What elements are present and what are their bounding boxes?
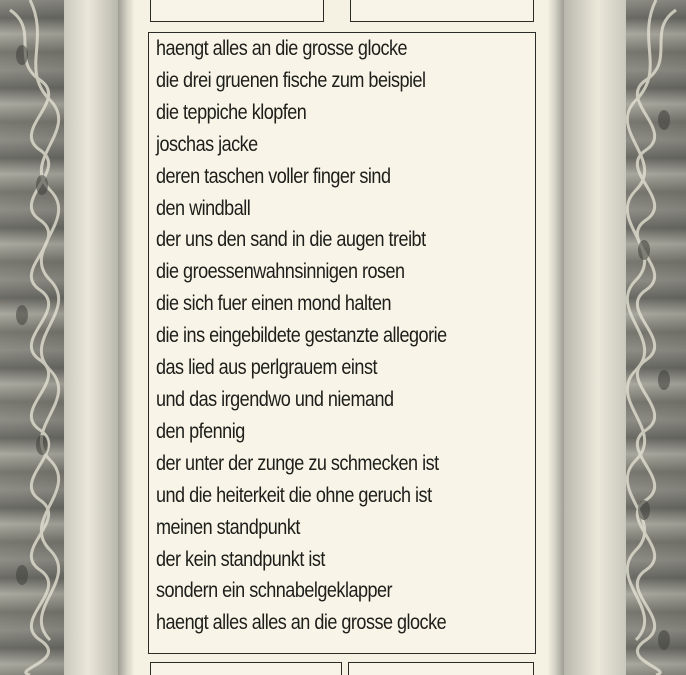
poem-line: deren taschen voller finger sind xyxy=(156,164,391,188)
poem-line: der uns den sand in die augen treibt xyxy=(156,228,426,252)
poem-line: haengt alles alles an die grosse glocke xyxy=(156,611,447,635)
poem-line: der unter der zunge zu schmecken ist xyxy=(156,451,439,475)
poem-line: die sich fuer einen mond halten xyxy=(156,292,392,316)
poem-line: die groessenwahnsinnigen rosen xyxy=(156,260,405,284)
frame-right-ornament xyxy=(626,0,686,675)
frame-left-molding xyxy=(64,0,118,675)
poem-line: das lied aus perlgrauem einst xyxy=(156,356,377,380)
frame-left-edge xyxy=(118,0,134,675)
poem-line: die drei gruenen fische zum beispiel xyxy=(156,68,426,92)
poem-line: haengt alles an die grosse glocke xyxy=(156,37,408,60)
frame-right-molding xyxy=(564,0,626,675)
frame-left-ornament xyxy=(0,0,64,675)
poem-line: die teppiche klopfen xyxy=(156,100,307,124)
poem-lines xyxy=(156,33,494,639)
panel-bottom-left xyxy=(150,662,342,675)
poem-line: sondern ein schnabelgeklapper xyxy=(156,579,393,603)
frame-right-edge xyxy=(548,0,564,675)
panel-top-left xyxy=(150,0,324,22)
poem-line: meinen standpunkt xyxy=(156,515,300,539)
poem-line: und das irgendwo und niemand xyxy=(156,387,394,411)
poem-line: den windball xyxy=(156,196,251,220)
poem-line: die ins eingebildete gestanzte allegorie xyxy=(156,324,447,348)
poem-line: joschas jacke xyxy=(156,132,258,156)
poem-line: und die heiterkeit die ohne geruch ist xyxy=(156,483,432,507)
poem-line: den pfennig xyxy=(156,419,245,443)
scroll-ornament-right-icon xyxy=(626,0,686,675)
panel-bottom-right xyxy=(348,662,534,675)
poem-line: der kein standpunkt ist xyxy=(156,547,325,571)
scroll-ornament-left-icon xyxy=(0,0,64,675)
panel-top-right xyxy=(350,0,534,22)
